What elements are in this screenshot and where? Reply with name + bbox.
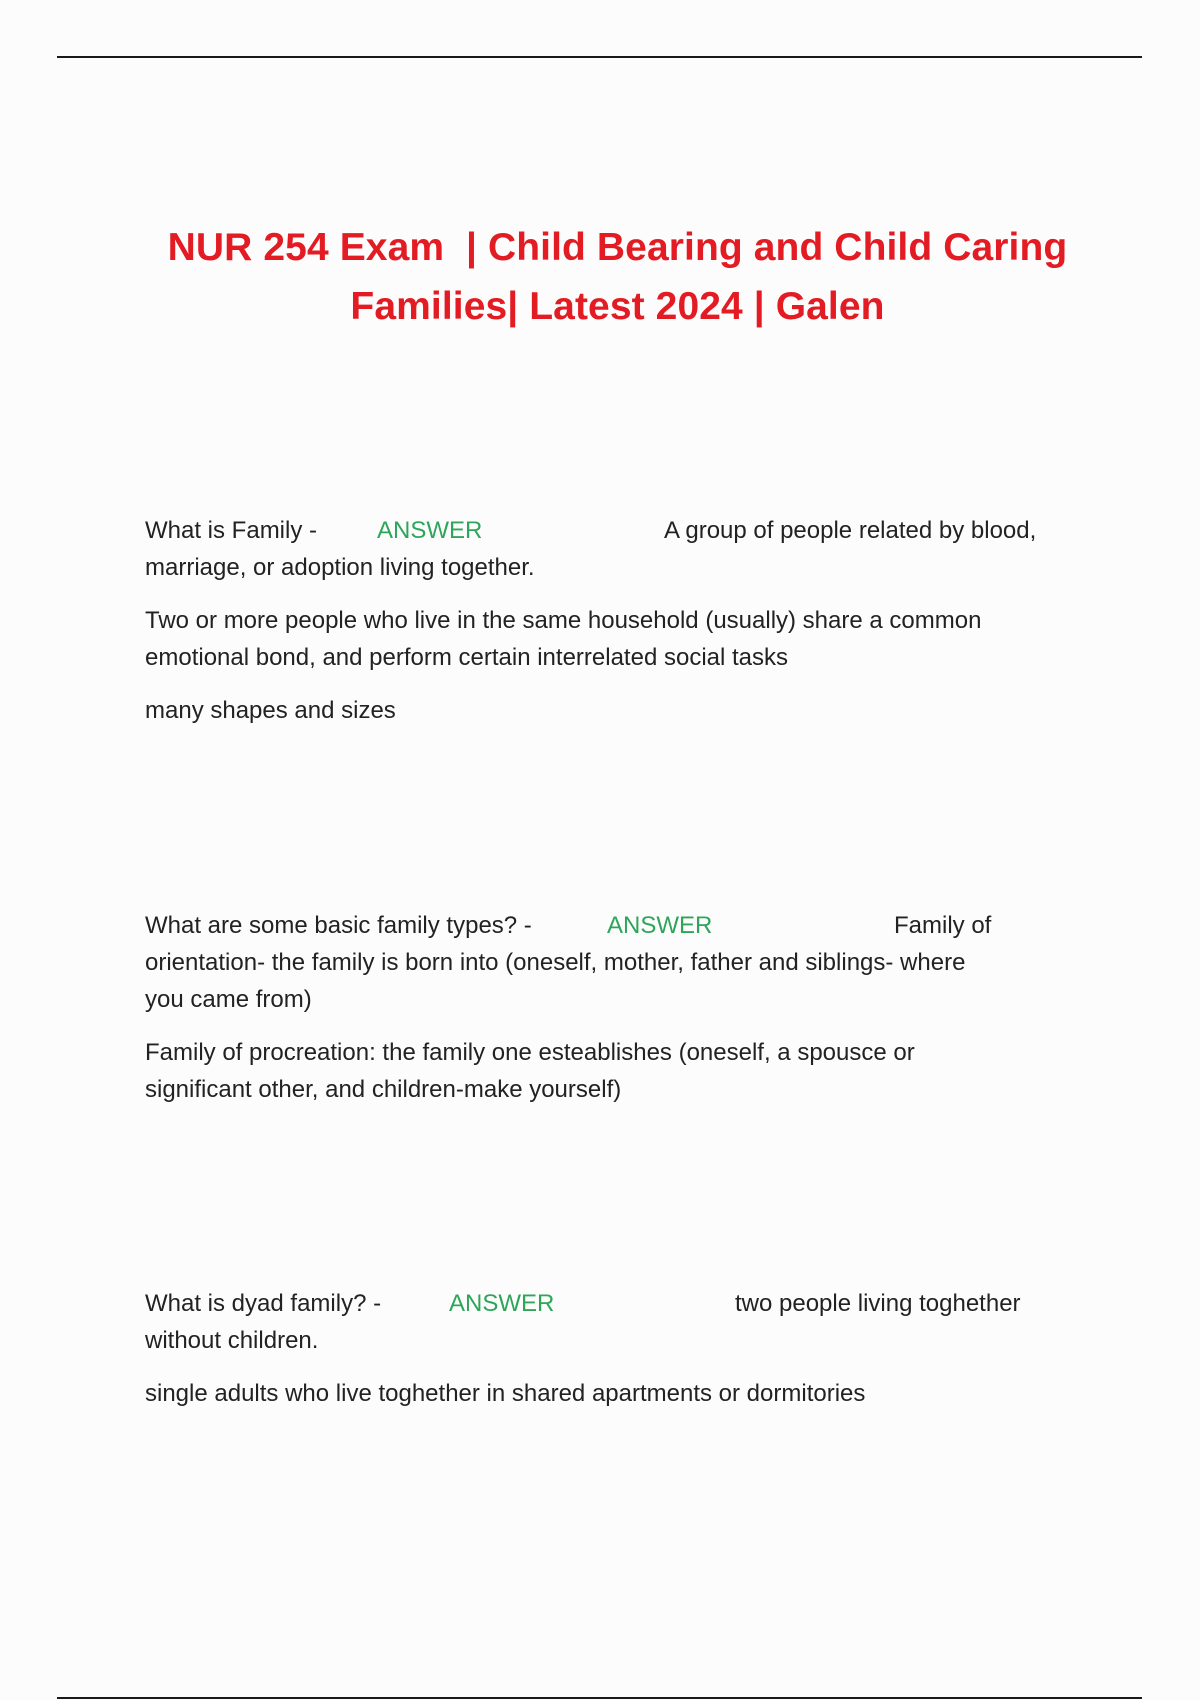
answer-extra-paragraph — [145, 1375, 1085, 1412]
answer-text: A group of people related by blood, — [664, 517, 1037, 544]
qa-block-family-types — [145, 907, 1085, 1108]
question-text: What is dyad family? - — [145, 1290, 382, 1317]
question-text: What is Family - — [145, 517, 318, 544]
qa-block-dyad-family — [145, 1285, 1085, 1412]
question-line — [145, 1285, 1085, 1322]
answer-continuation: orientation- the family is born into (oneself, mother, father and siblings- where — [145, 949, 966, 976]
question-line — [145, 907, 1085, 944]
question-line — [145, 512, 1085, 549]
paragraph-line: significant other, and children-make yourself) — [145, 1076, 622, 1103]
paragraph-line: many shapes and sizes — [145, 697, 396, 724]
answer-continuation: without children. — [145, 1327, 319, 1354]
document-title — [145, 218, 1090, 336]
paragraph-line: emotional bond, and perform certain interrelated social tasks — [145, 644, 789, 671]
answer-text: Family of — [894, 912, 992, 939]
answer-text: two people living toghether — [735, 1290, 1021, 1317]
title-line-2: Families| Latest 2024 | Galen — [350, 285, 885, 328]
paragraph-line: Family of procreation: the family one esteablishes (oneself, a spousce or — [145, 1039, 915, 1066]
paragraph-line: single adults who live toghether in shared apartments or dormitories — [145, 1380, 866, 1407]
bottom-rule — [57, 1697, 1142, 1699]
answer-tag: ANSWER — [377, 517, 483, 544]
question-text: What are some basic family types? - — [145, 912, 532, 939]
answer-continuation: you came from) — [145, 986, 312, 1013]
title-line-1: NUR 254 Exam | Child Bearing and Child Caring — [167, 226, 1068, 269]
paragraph-line: Two or more people who live in the same household (usually) share a common — [145, 607, 982, 634]
answer-extra-paragraph — [145, 692, 1085, 729]
top-rule — [57, 56, 1142, 58]
answer-extra-paragraph — [145, 1034, 1085, 1108]
answer-extra-paragraph — [145, 602, 1085, 676]
answer-continuation: marriage, or adoption living together. — [145, 554, 535, 581]
answer-tag: ANSWER — [607, 912, 713, 939]
qa-block-family — [145, 512, 1085, 729]
answer-tag: ANSWER — [449, 1290, 555, 1317]
